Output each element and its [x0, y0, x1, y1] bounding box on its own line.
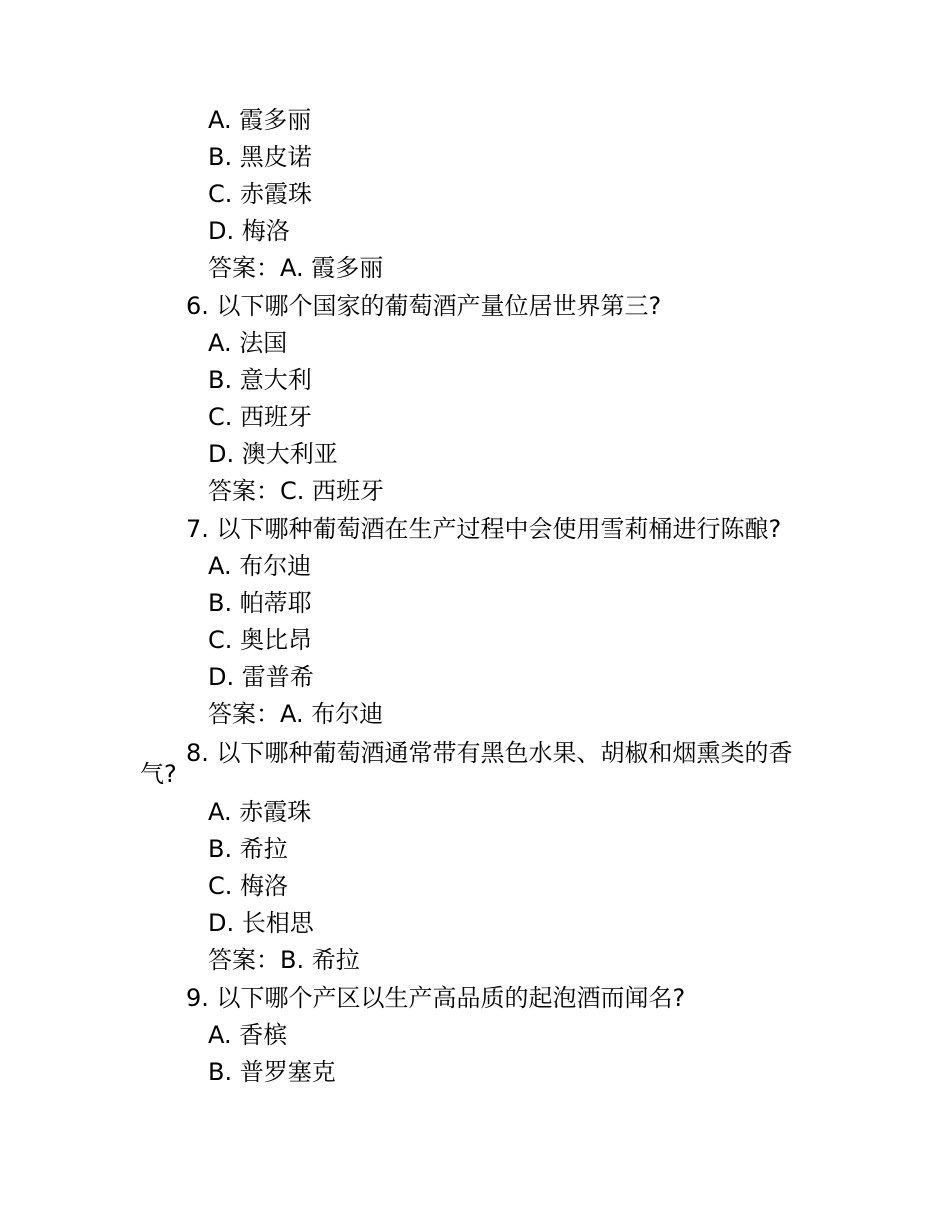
q8-question-line1: 8. 以下哪种葡萄酒通常带有黑色水果、胡椒和烟熏类的香	[186, 739, 793, 767]
q5-option-b: B. 黑皮诺	[208, 143, 312, 171]
q9-option-a: A. 香槟	[208, 1021, 288, 1049]
q6-option-b: B. 意大利	[208, 366, 312, 394]
q8-option-a: A. 赤霞珠	[208, 798, 312, 826]
q7-answer: 答案：A. 布尔迪	[208, 700, 384, 728]
q6-option-a: A. 法国	[208, 329, 288, 357]
q8-option-d: D. 长相思	[208, 909, 314, 937]
q5-option-a: A. 霞多丽	[208, 106, 312, 134]
q8-answer: 答案：B. 希拉	[208, 946, 360, 974]
q7-option-c: C. 奥比昂	[208, 626, 313, 654]
q6-option-d: D. 澳大利亚	[208, 440, 338, 468]
q5-option-d: D. 梅洛	[208, 217, 290, 245]
q7-option-d: D. 雷普希	[208, 663, 314, 691]
q8-option-b: B. 希拉	[208, 835, 288, 863]
q8-option-c: C. 梅洛	[208, 872, 289, 900]
q7-option-a: A. 布尔迪	[208, 552, 312, 580]
q5-answer: 答案：A. 霞多丽	[208, 254, 384, 282]
q9-question: 9. 以下哪个产区以生产高品质的起泡酒而闻名?	[186, 984, 686, 1012]
q9-option-b: B. 普罗塞克	[208, 1058, 336, 1086]
q6-option-c: C. 西班牙	[208, 403, 313, 431]
q8-question-line2: 气?	[140, 760, 177, 788]
q7-question: 7. 以下哪种葡萄酒在生产过程中会使用雪莉桶进行陈酿?	[186, 515, 782, 543]
q6-question: 6. 以下哪个国家的葡萄酒产量位居世界第三?	[186, 292, 662, 320]
q5-option-c: C. 赤霞珠	[208, 180, 313, 208]
q6-answer: 答案：C. 西班牙	[208, 477, 385, 505]
q7-option-b: B. 帕蒂耶	[208, 589, 312, 617]
